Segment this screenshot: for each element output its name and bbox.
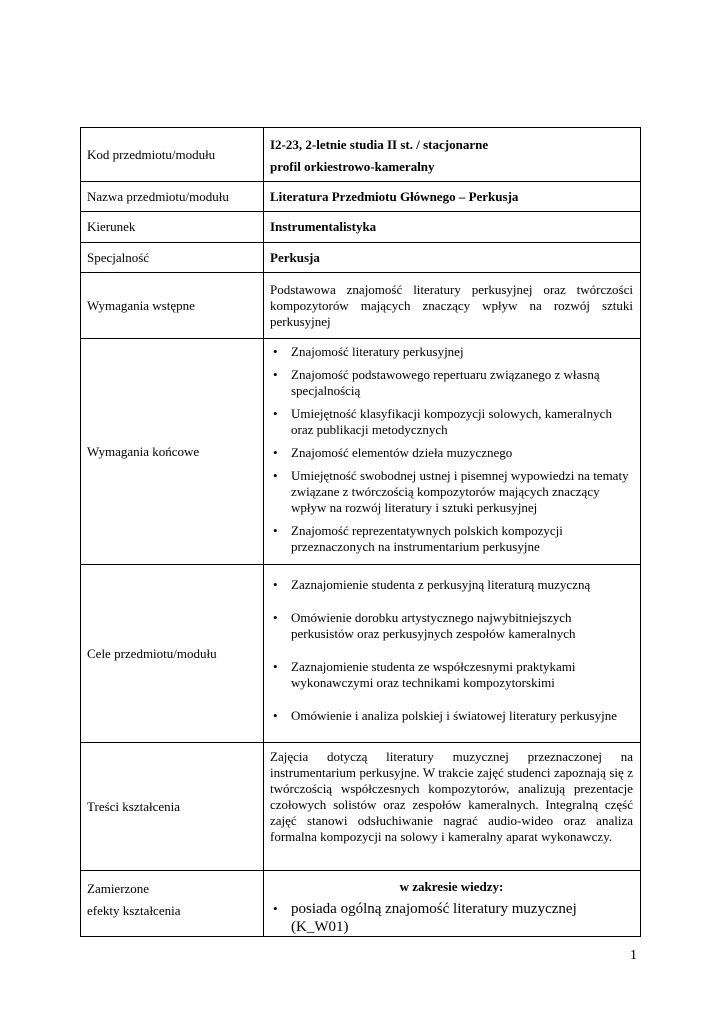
value-cele	[264, 565, 641, 743]
cele-item: • Omówienie dorobku artystycznego najwybitniejszych perkusistów oraz perkusyjnych zespołów kameralnych	[270, 610, 633, 642]
kod-line-1: I2-23, 2-letnie studia II st. / stacjonarne	[270, 137, 489, 152]
row-wstepne	[81, 273, 641, 339]
value-wstepne: Podstawowa znajomość literatury perkusyjnej oraz twórczości kompozytorów mających znaczący wpływ na rozwój sztuki perkusyjnej	[264, 273, 641, 339]
value-koncowe	[264, 339, 641, 565]
label-kod: Kod przedmiotu/modułu	[81, 128, 264, 182]
label-tresci: Treści kształcenia	[81, 743, 264, 871]
koncowe-item: • Znajomość elementów dzieła muzycznego	[270, 445, 633, 461]
label-specjalnosc: Specjalność	[81, 243, 264, 273]
cele-item: • Zaznajomienie studenta ze współczesnymi praktykami wykonawczymi oraz technikami kompozytorskimi	[270, 659, 633, 691]
row-specjalnosc	[81, 243, 641, 273]
row-cele	[81, 565, 641, 743]
value-nazwa: Literatura Przedmiotu Głównego – Perkusja	[264, 182, 641, 212]
efekty-list	[270, 900, 633, 936]
efekty-heading: w zakresie wiedzy:	[399, 879, 504, 894]
label-efekty	[81, 871, 264, 937]
kod-line-2: profil orkiestrowo-kameralny	[270, 159, 435, 174]
efekty-label-line-2: efekty kształcenia	[87, 903, 181, 918]
value-kod	[264, 128, 641, 182]
row-koncowe	[81, 339, 641, 565]
koncowe-item: • Znajomość podstawowego repertuaru związanego z własną specjalnością	[270, 367, 633, 399]
cele-item: • Zaznajomienie studenta z perkusyjną literaturą muzyczną	[270, 577, 633, 593]
row-efekty	[81, 871, 641, 937]
row-kierunek	[81, 212, 641, 243]
label-wstepne: Wymagania wstępne	[81, 273, 264, 339]
label-koncowe: Wymagania końcowe	[81, 339, 264, 565]
course-table	[80, 127, 641, 937]
value-tresci: Zajęcia dotyczą literatury muzycznej przeznaczonej na instrumentarium perkusyjne. W trakcie zajęć studenci zapoznają się z twórczością współczesnych kompozytorów, analizują prezentacje czołowych solistów oraz zespołów kameralnych. Integralną część zajęć stanowi odsłuchiwanie nagrać audio-wideo oraz analiza formalna kompozycji na solowy i kameralny aparat wykonawczy.	[264, 743, 641, 871]
koncowe-item: • Umiejętność klasyfikacji kompozycji solowych, kameralnych oraz publikacji metodycznych	[270, 406, 633, 438]
label-kierunek: Kierunek	[81, 212, 264, 243]
koncowe-item: • Znajomość reprezentatywnych polskich kompozycji przeznaczonych na instrumentarium perkusyjne	[270, 523, 633, 555]
koncowe-item: • Znajomość literatury perkusyjnej	[270, 344, 633, 360]
koncowe-list	[270, 344, 633, 555]
page-number: 1	[630, 948, 637, 963]
value-kierunek: Instrumentalistyka	[264, 212, 641, 243]
value-efekty	[264, 871, 641, 937]
label-nazwa: Nazwa przedmiotu/modułu	[81, 182, 264, 212]
row-kod	[81, 128, 641, 182]
label-cele: Cele przedmiotu/modułu	[81, 565, 264, 743]
koncowe-item: • Umiejętność swobodnej ustnej i pisemnej wypowiedzi na tematy związane z twórczością kompozytorów mających znaczący wpływ na rozwój literatury i sztuki perkusyjnej	[270, 468, 633, 516]
row-tresci	[81, 743, 641, 871]
cele-list	[270, 577, 633, 724]
cele-item: • Omówienie i analiza polskiej i światowej literatury perkusyjne	[270, 708, 633, 724]
row-nazwa	[81, 182, 641, 212]
efekty-item: • posiada ogólną znajomość literatury muzycznej (K_W01)	[270, 900, 633, 936]
value-specjalnosc: Perkusja	[264, 243, 641, 273]
efekty-label-line-1: Zamierzone	[87, 881, 150, 896]
